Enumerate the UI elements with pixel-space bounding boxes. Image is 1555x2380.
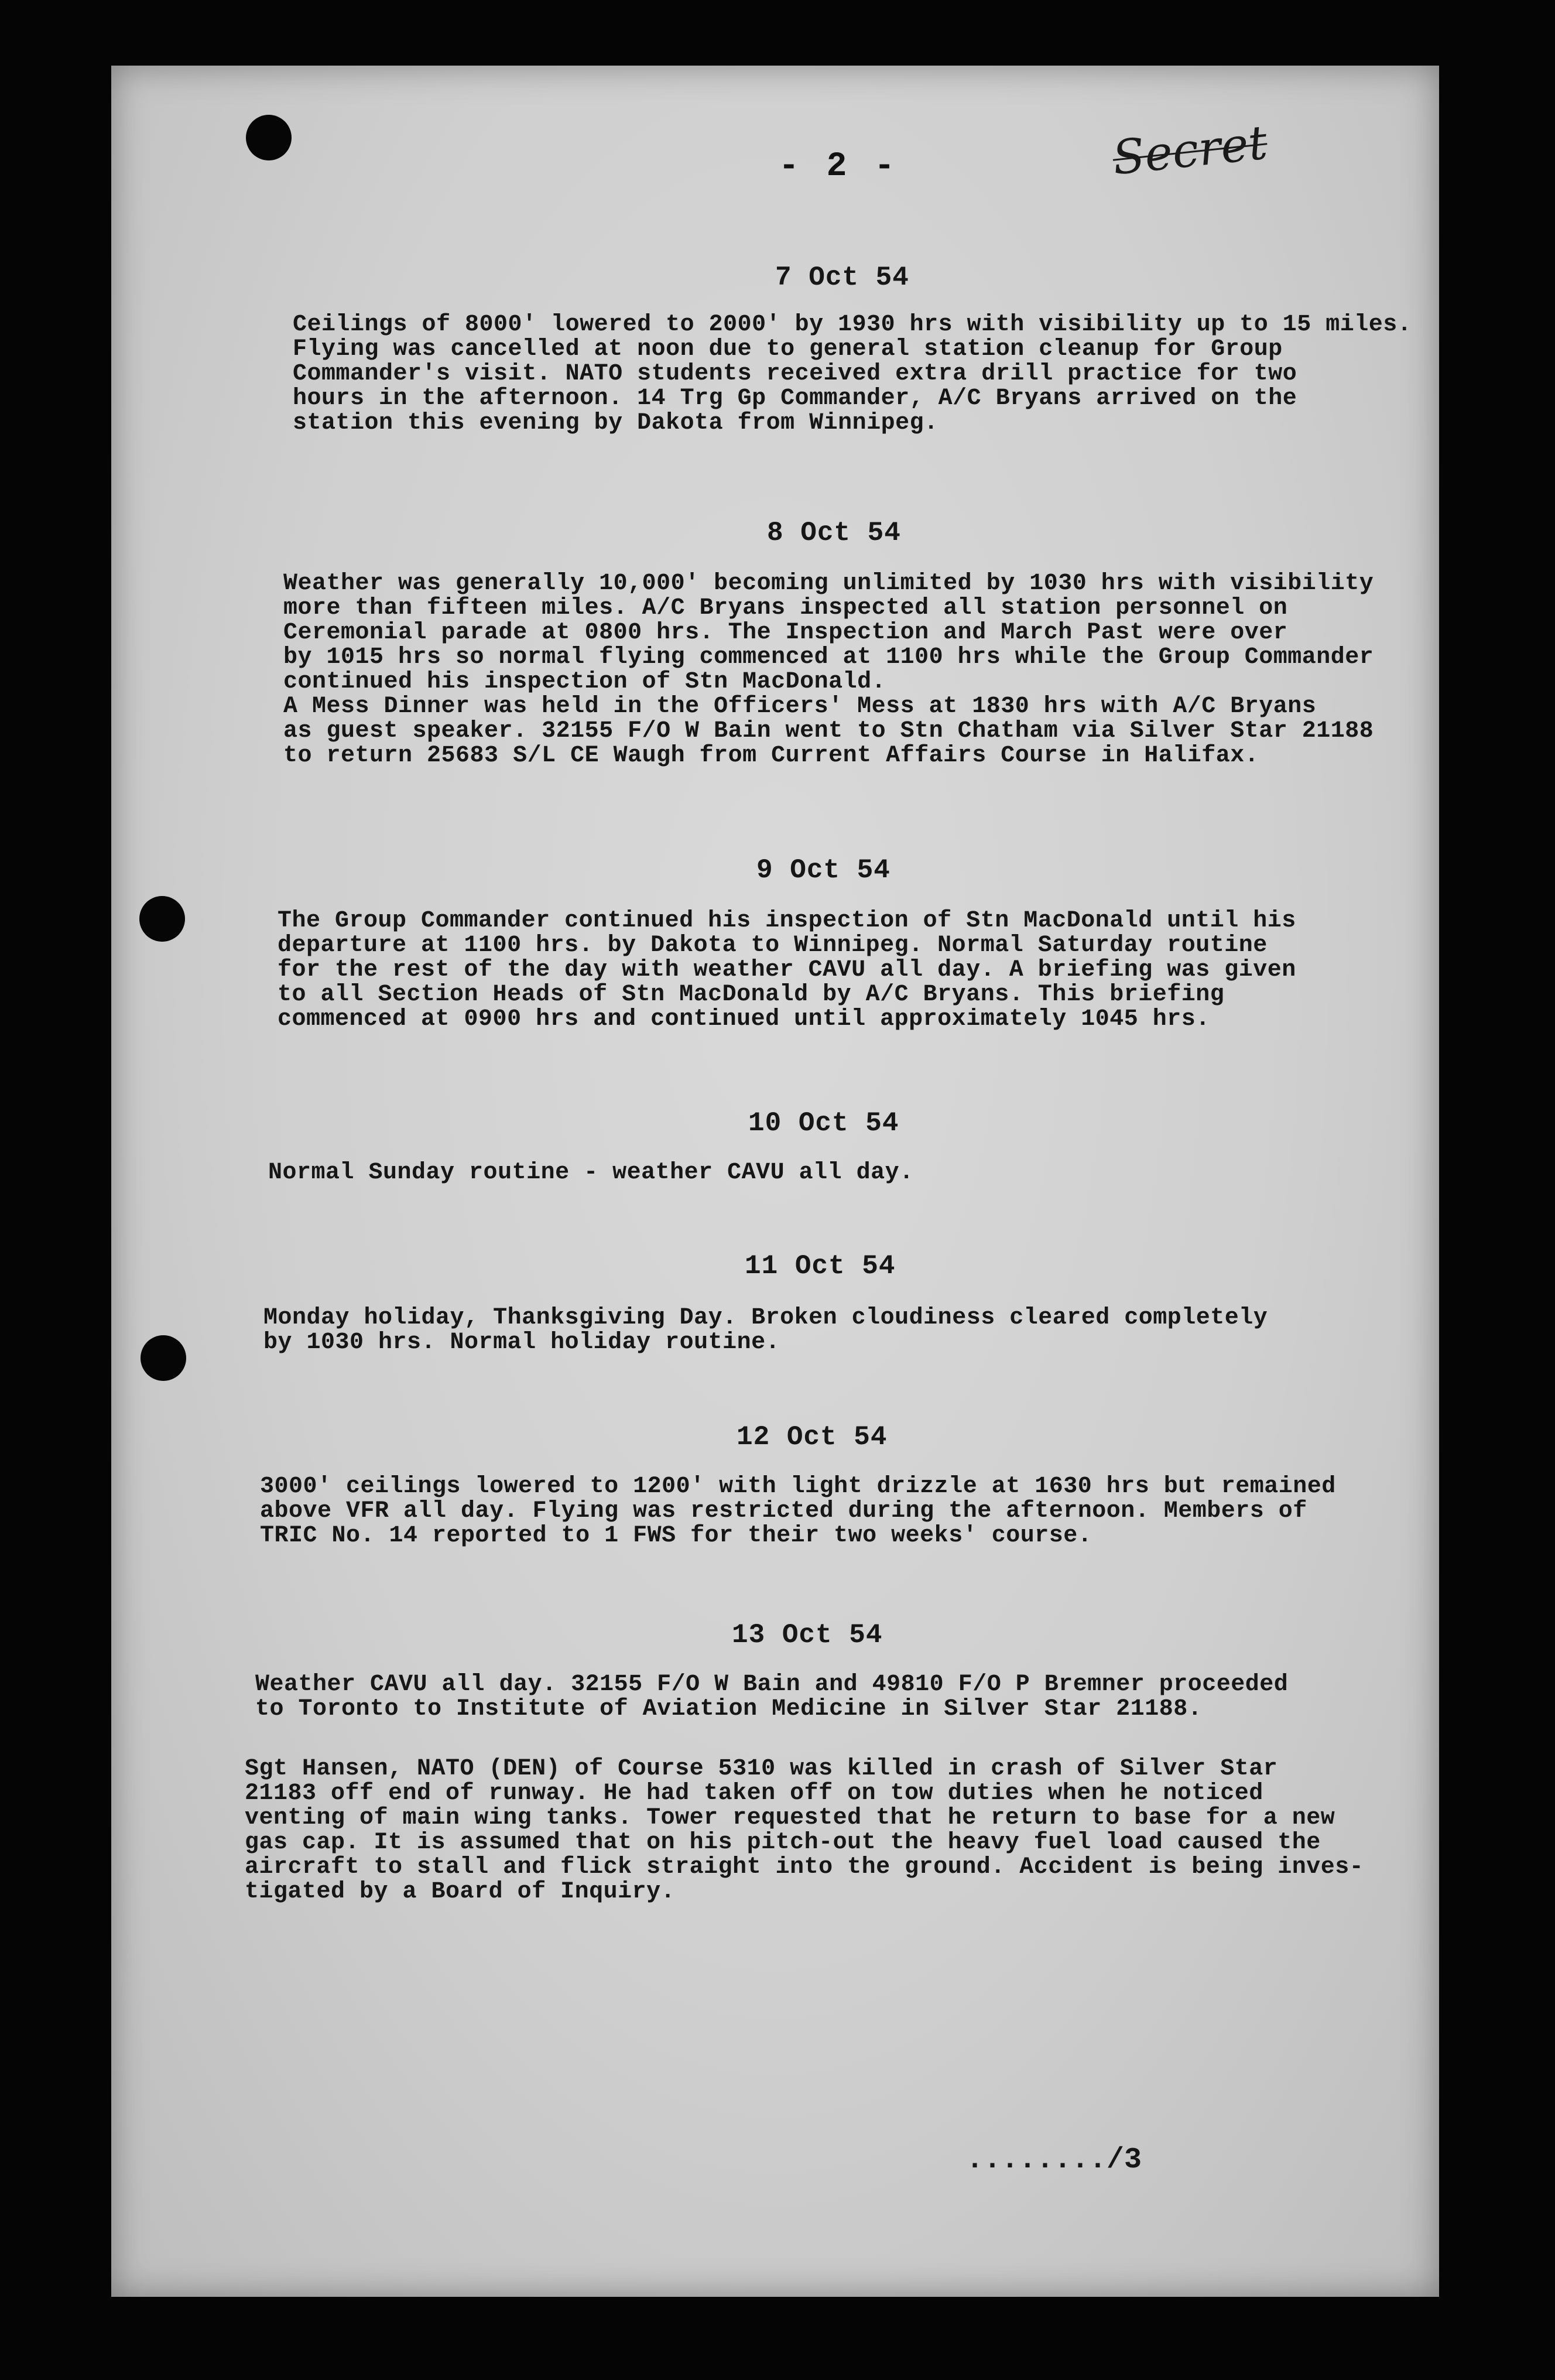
entry-13-oct-paragraph-2 [245,1757,1364,1904]
entry-date-8-oct: 8 Oct 54 [767,518,901,548]
classification-mark: Secret [1109,115,1270,186]
text-line: hours in the afternoon. 14 Trg Gp Commander, A/C Bryans arrived on the [293,385,1297,412]
text-line: Weather was generally 10,000' becoming unlimited by 1030 hrs with visibility [283,570,1374,597]
text-line: Flying was cancelled at noon due to general station cleanup for Group [293,336,1283,363]
text-line: venting of main wing tanks. Tower requested that he return to base for a new [245,1805,1335,1831]
entry-10-oct-paragraph [268,1161,914,1185]
text-line: commenced at 0900 hrs and continued until approximately 1045 hrs. [278,1006,1210,1032]
entry-13-oct-paragraph-1 [255,1673,1288,1722]
text-line: by 1030 hrs. Normal holiday routine. [263,1329,780,1356]
text-line: Weather CAVU all day. 32155 F/O W Bain and 49810 F/O P Bremner proceeded [255,1671,1289,1698]
entry-date-7-oct: 7 Oct 54 [775,262,909,293]
text-line: 21183 off end of runway. He had taken off on tow duties when he noticed [245,1780,1263,1807]
text-line: by 1015 hrs so normal flying commenced at 1100 hrs while the Group Commander [283,644,1374,671]
text-line: for the rest of the day with weather CAVU all day. A briefing was given [278,957,1296,983]
entry-date-9-oct: 9 Oct 54 [756,855,890,885]
text-line: tigated by a Board of Inquiry. [245,1879,676,1905]
text-line: A Mess Dinner was held in the Officers' Mess at 1830 hrs with A/C Bryans [283,693,1317,720]
text-line: more than fifteen miles. A/C Bryans inspected all station personnel on [283,595,1288,621]
entry-9-oct-paragraph [278,909,1296,1032]
entry-date-10-oct: 10 Oct 54 [748,1108,899,1138]
text-line: Monday holiday, Thanksgiving Day. Broken cloudiness cleared completely [263,1305,1268,1331]
punch-hole-middle [139,896,185,942]
entry-date-13-oct: 13 Oct 54 [732,1620,883,1650]
continuation-marker: ......../3 [966,2143,1142,2177]
text-line: 3000' ceilings lowered to 1200' with light drizzle at 1630 hrs but remained [260,1473,1336,1500]
text-line: The Group Commander continued his inspection of Stn MacDonald until his [278,908,1296,934]
text-line: Sgt Hansen, NATO (DEN) of Course 5310 was killed in crash of Silver Star [245,1756,1278,1782]
text-line: to return 25683 S/L CE Waugh from Current Affairs Course in Halifax. [283,743,1259,769]
entry-11-oct-paragraph [263,1306,1268,1355]
text-line: departure at 1100 hrs. by Dakota to Winnipeg. Normal Saturday routine [278,932,1268,959]
text-line: TRIC No. 14 reported to 1 FWS for their two weeks' course. [260,1523,1092,1549]
text-line: gas cap. It is assumed that on his pitch-out the heavy fuel load caused the [245,1830,1321,1856]
text-line: above VFR all day. Flying was restricted during the afternoon. Members of [260,1498,1307,1524]
text-line: to all Section Heads of Stn MacDonald by A/C Bryans. This briefing [278,982,1225,1008]
entry-12-oct-paragraph [260,1475,1336,1548]
page-number: - 2 - [779,148,899,186]
punch-hole-top [246,115,292,160]
punch-hole-lower [141,1335,186,1381]
text-line: to Toronto to Institute of Aviation Medicine in Silver Star 21188. [255,1696,1203,1722]
text-line: aircraft to stall and flick straight into the ground. Accident is being inves- [245,1854,1364,1880]
text-line: Ceremonial parade at 0800 hrs. The Inspection and March Past were over [283,620,1288,646]
text-line: as guest speaker. 32155 F/O W Bain went to Stn Chatham via Silver Star 21188 [283,718,1374,744]
text-line: station this evening by Dakota from Winnipeg. [293,410,939,436]
entry-7-oct-paragraph [293,313,1412,436]
text-line: continued his inspection of Stn MacDonald. [283,669,886,695]
text-line: Ceilings of 8000' lowered to 2000' by 1930 hrs with visibility up to 15 miles. [293,312,1412,338]
entry-date-12-oct: 12 Oct 54 [737,1422,888,1452]
text-line: Normal Sunday routine - weather CAVU all day. [268,1160,914,1186]
text-line: Commander's visit. NATO students received extra drill practice for two [293,361,1297,387]
entry-date-11-oct: 11 Oct 54 [745,1251,896,1281]
entry-8-oct-paragraph [283,572,1374,768]
